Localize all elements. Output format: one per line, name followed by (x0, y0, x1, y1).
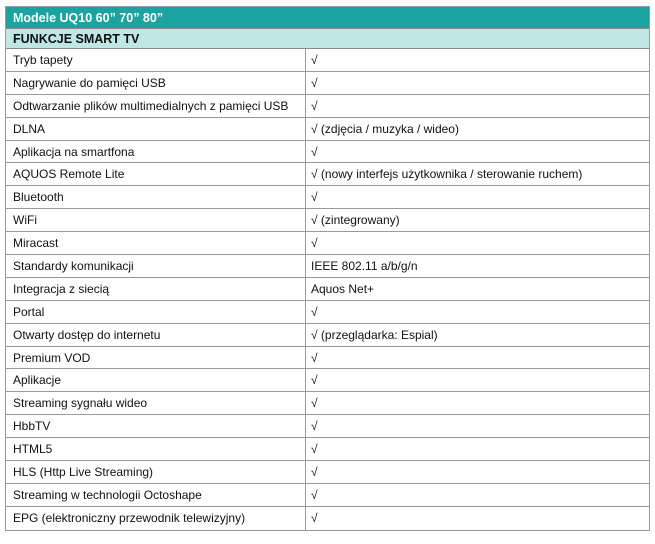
feature-name-cell: Bluetooth (6, 186, 306, 208)
table-row (6, 49, 649, 72)
feature-name-cell: HTML5 (6, 438, 306, 460)
feature-name-cell: HLS (Http Live Streaming) (6, 461, 306, 483)
feature-value-cell: √ (nowy interfejs użytkownika / sterowanie ruchem) (311, 167, 583, 182)
table-row (6, 232, 649, 255)
feature-value-cell: √ (przeglądarka: Espial) (311, 327, 438, 342)
feature-value-cell: √ (311, 236, 318, 251)
feature-value-cell: √ (311, 373, 318, 388)
feature-value-cell: √ (zintegrowany) (311, 213, 400, 228)
table-row (6, 95, 649, 118)
table-row (6, 347, 649, 370)
table-row (6, 484, 649, 507)
table-title: Modele UQ10 60” 70” 80” (6, 7, 649, 29)
feature-value-cell: √ (311, 350, 318, 365)
feature-value-cell: √ (311, 487, 318, 502)
table-row (6, 141, 649, 164)
feature-value-cell: √ (311, 442, 318, 457)
table-row (6, 301, 649, 324)
feature-name-cell: Streaming sygnału wideo (6, 392, 306, 414)
table-row (6, 415, 649, 438)
table-row (6, 118, 649, 141)
feature-value-cell: √ (311, 144, 318, 159)
feature-name-cell: Aplikacja na smartfona (6, 141, 306, 163)
table-row (6, 209, 649, 232)
feature-name-cell: Aplikacje (6, 369, 306, 391)
feature-name-cell: Otwarty dostęp do internetu (6, 324, 306, 346)
feature-value-cell: Aquos Net+ (311, 281, 375, 296)
feature-name-cell: Premium VOD (6, 347, 306, 369)
feature-value-cell: √ (311, 419, 318, 434)
feature-value-cell: √ (311, 52, 318, 67)
feature-name-cell: DLNA (6, 118, 306, 140)
feature-name-cell: Standardy komunikacji (6, 255, 306, 277)
feature-name-cell: Odtwarzanie plików multimedialnych z pamięci USB (6, 95, 306, 117)
table-row (6, 507, 649, 530)
feature-value-cell: √ (311, 464, 318, 479)
feature-value-cell: √ (311, 304, 318, 319)
table-row (6, 278, 649, 301)
feature-name-cell: WiFi (6, 209, 306, 231)
spec-table (5, 6, 650, 531)
feature-name-cell: Streaming w technologii Octoshape (6, 484, 306, 506)
feature-value-cell: IEEE 802.11 a/b/g/n (311, 258, 418, 273)
feature-name-cell: AQUOS Remote Lite (6, 163, 306, 185)
feature-name-cell: Nagrywanie do pamięci USB (6, 72, 306, 94)
feature-value-cell: √ (311, 98, 318, 113)
table-row (6, 255, 649, 278)
feature-value-cell: √ (311, 190, 318, 205)
table-row (6, 72, 649, 95)
feature-value-cell: √ (311, 396, 318, 411)
feature-name-cell: Miracast (6, 232, 306, 254)
table-row (6, 461, 649, 484)
feature-name-cell: Integracja z siecią (6, 278, 306, 300)
table-row (6, 324, 649, 347)
section-heading: FUNKCJE SMART TV (6, 29, 649, 49)
feature-value-cell: √ (311, 75, 318, 90)
table-row (6, 369, 649, 392)
table-body (6, 49, 649, 530)
table-row (6, 186, 649, 209)
feature-name-cell: Tryb tapety (6, 49, 306, 71)
table-row (6, 438, 649, 461)
table-row (6, 163, 649, 186)
feature-name-cell: HbbTV (6, 415, 306, 437)
feature-name-cell: Portal (6, 301, 306, 323)
feature-name-cell: EPG (elektroniczny przewodnik telewizyjny) (6, 507, 306, 530)
feature-value-cell: √ (zdjęcia / muzyka / wideo) (311, 121, 459, 136)
table-row (6, 392, 649, 415)
feature-value-cell: √ (311, 511, 318, 526)
